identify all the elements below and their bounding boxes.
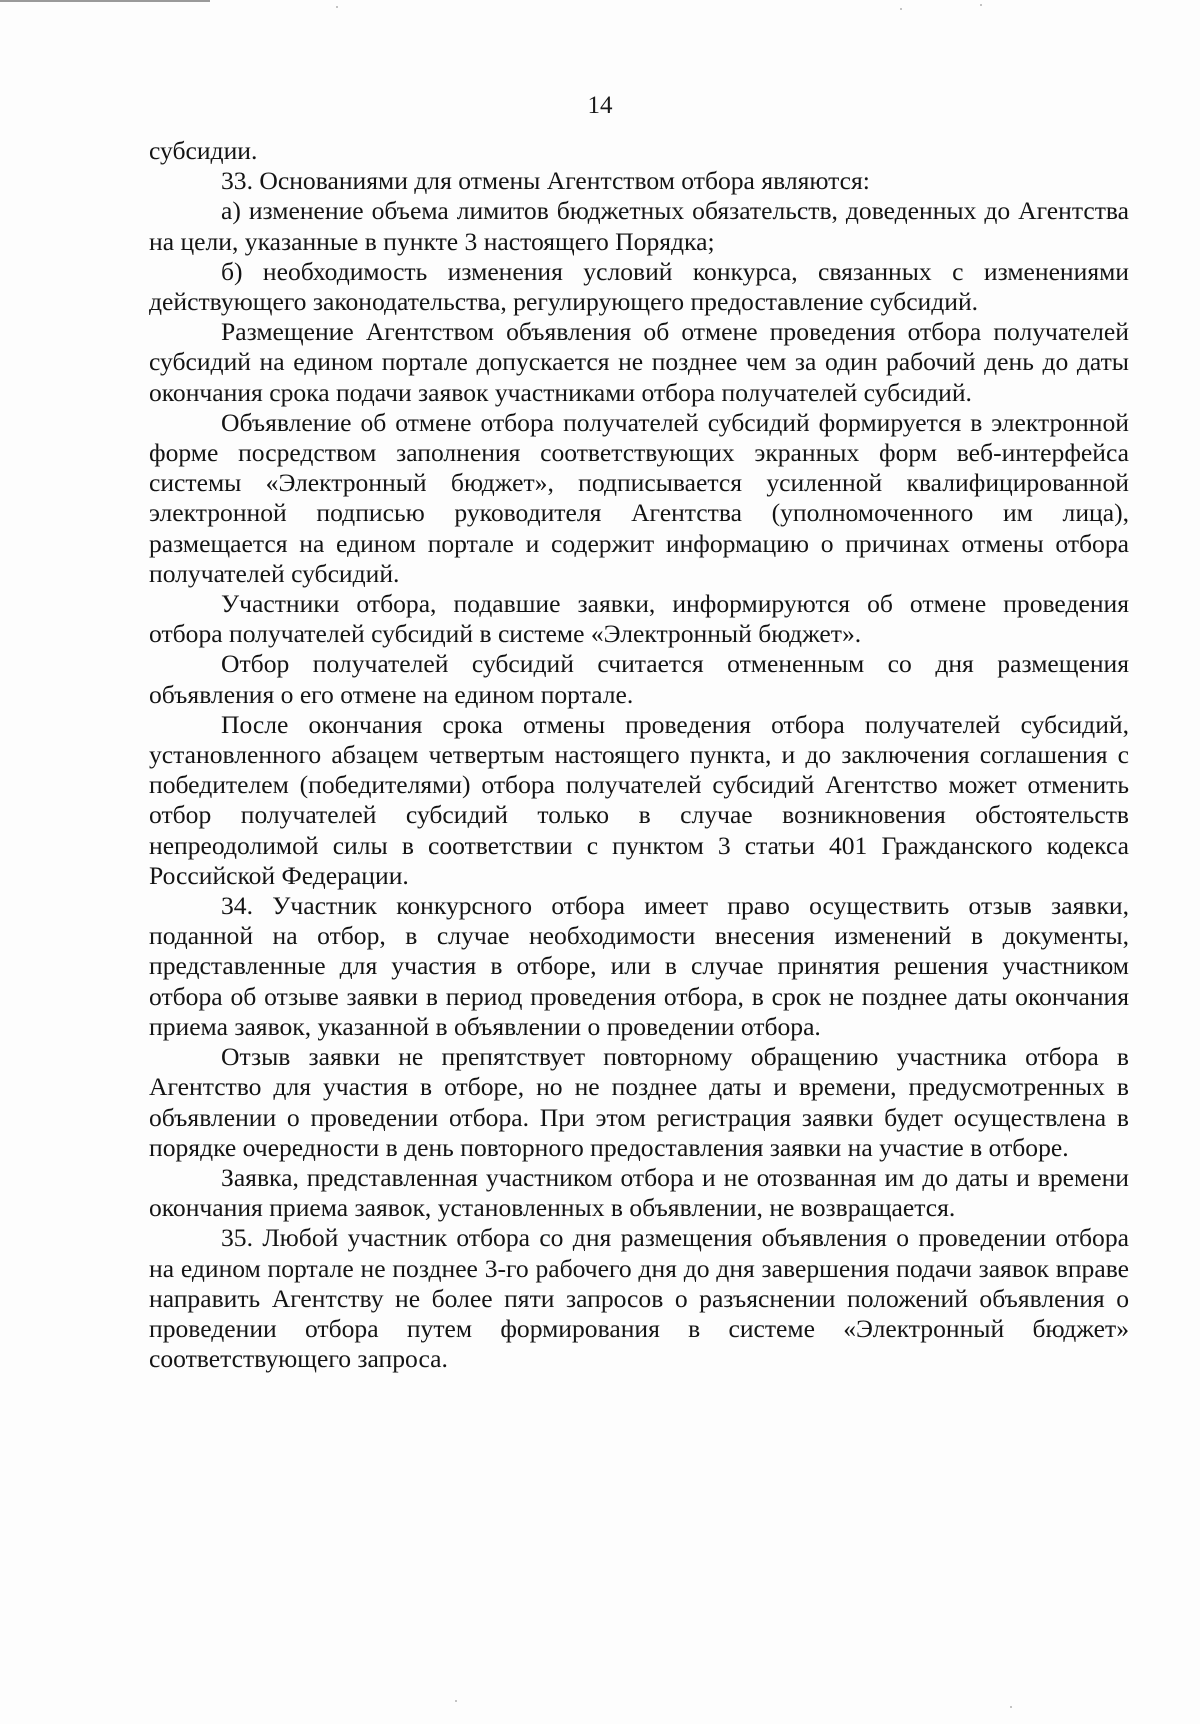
document-body <box>149 136 1129 1374</box>
scan-speck <box>900 8 902 10</box>
paragraph: 33. Основаниями для отмены Агентством отбора являются: <box>221 166 870 196</box>
paragraph: После окончания срока отмены проведения отбора получателей субсидий, установленного абзацем четвертым настоящего пункта, и до заключения соглашения с победителем (победителями) отбора получателей субсидий Агентство может отменить отбор получателей субсидий только в случае возникновения обстоятельств непреодолимой силы в соответствии с пунктом 3 статьи 401 Гражданского кодекса Российской Федерации. <box>149 709 1129 890</box>
scan-speck <box>980 4 982 6</box>
scan-speck <box>455 1700 457 1702</box>
paragraph: Объявление об отмене отбора получателей субсидий формируется в электронной форме посредством заполнения соответствующих экранных форм веб-интерфейса системы «Электронный бюджет», подписывается усиленной квалифицированной электронной подписью руководителя Агентства (уполномоченного им лица), размещается на едином портале и содержит информацию о причинах отмены отбора получателей субсидий. <box>149 407 1129 588</box>
paragraph: Размещение Агентством объявления об отмене проведения отбора получателей субсидий на едином портале допускается не позднее чем за один рабочий день до даты окончания срока подачи заявок участниками отбора получателей субсидий. <box>149 317 1129 407</box>
paragraph: субсидии. <box>149 136 258 165</box>
paragraph: а) изменение объема лимитов бюджетных обязательств, доведенных до Агентства на цели, указанные в пункте 3 настоящего Порядка; <box>149 196 1129 256</box>
paragraph: 34. Участник конкурсного отбора имеет право осуществить отзыв заявки, поданной на отбор, в случае необходимости внесения изменений в документы, представленные для участия в отборе, или в случае принятия решения участником отбора об отзыве заявки в период проведения отбора, в срок не позднее даты окончания приема заявок, указанной в объявлении о проведении отбора. <box>149 891 1129 1041</box>
paragraph: Отзыв заявки не препятствует повторному обращению участника отбора в Агентство для участия в отборе, но не позднее даты и времени, предусмотренных в объявлении о проведении отбора. При этом регистрация заявки будет осуществлена в порядке очередности в день повторного предоставления заявки на участие в отборе. <box>149 1042 1129 1162</box>
paragraph: 35. Любой участник отбора со дня размещения объявления о проведении отбора на едином портале не позднее 3-го рабочего дня до дня завершения подачи заявок вправе направить Агентству не более пяти запросов о разъяснении положений объявления о проведении отбора путем формирования в системе «Электронный бюджет» соответствующего запроса. <box>149 1223 1129 1374</box>
scan-speck <box>1010 1706 1012 1708</box>
scan-edge-artifact <box>0 0 210 2</box>
paragraph: Заявка, представленная участником отбора и не отозванная им до даты и времени окончания приема заявок, установленных в объявлении, не возвращается. <box>149 1162 1129 1223</box>
paragraph: Отбор получателей субсидий считается отмененным со дня размещения объявления о его отмене на едином портале. <box>149 649 1129 709</box>
paragraph: Участники отбора, подавшие заявки, информируются об отмене проведения отбора получателей субсидий в системе «Электронный бюджет». <box>149 589 1129 649</box>
paragraph: б) необходимость изменения условий конкурса, связанных с изменениями действующего законодательства, регулирующего предоставление субсидий. <box>149 256 1129 317</box>
scan-speck <box>336 6 338 8</box>
page-number: 14 <box>587 92 613 119</box>
